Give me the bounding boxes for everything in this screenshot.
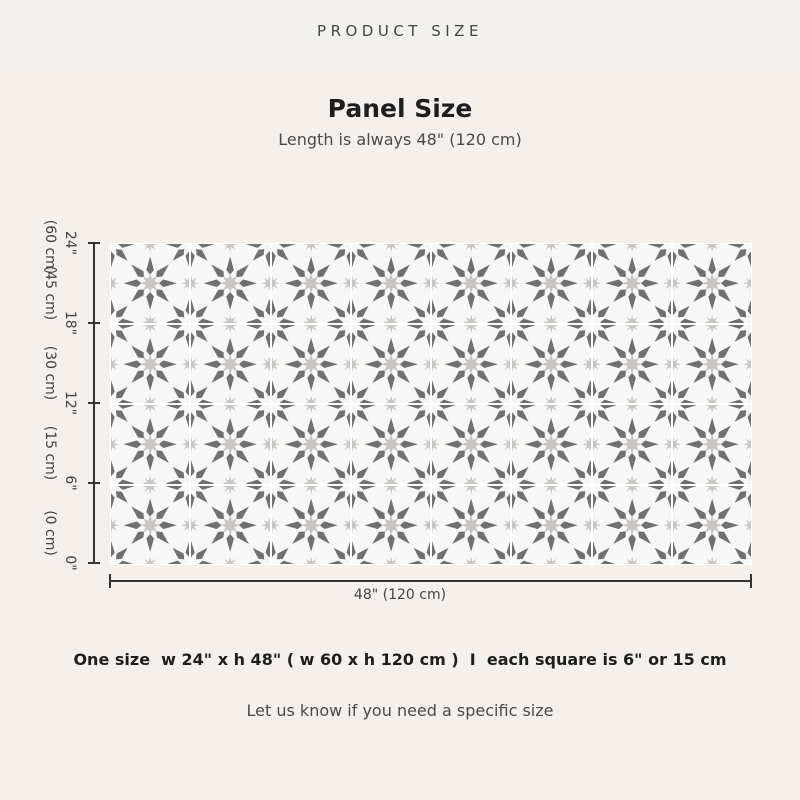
- star-tile-icon: [352, 405, 430, 484]
- star-tile-icon: [272, 325, 350, 404]
- star-tile-icon: [673, 486, 751, 565]
- star-tile-icon: [593, 244, 671, 323]
- star-tile-icon: [512, 325, 590, 404]
- header-title: PRODUCT SIZE: [317, 22, 483, 40]
- size-info: One size w 24" x h 48" ( w 60 x h 120 cm ) I each square is 6" or 15 cm: [73, 650, 727, 669]
- star-tile-icon: [272, 405, 350, 484]
- vertical-axis-tick: [88, 242, 100, 244]
- star-tile-icon: [432, 405, 510, 484]
- star-tile-icon: [512, 486, 590, 565]
- vertical-axis-cm-label: (0 cm): [42, 510, 58, 556]
- vertical-axis-cm-label: (45 cm): [42, 265, 58, 321]
- star-tile-icon: [432, 486, 510, 565]
- vertical-axis-tick: [88, 562, 100, 564]
- vertical-axis-inch-label: 6": [62, 475, 78, 491]
- horizontal-axis-line: [110, 580, 752, 582]
- star-tile-icon: [432, 325, 510, 404]
- star-tile-icon: [352, 486, 430, 565]
- vertical-axis-inch-label: 12": [62, 390, 78, 416]
- star-tile-icon: [593, 325, 671, 404]
- star-tile-icon: [272, 486, 350, 565]
- vertical-axis-cm-label: (15 cm): [42, 425, 58, 481]
- star-tile-icon: [673, 244, 751, 323]
- panel-subtitle: Length is always 48" (120 cm): [278, 130, 522, 149]
- vertical-axis-tick: [88, 402, 100, 404]
- star-tile-icon: [593, 405, 671, 484]
- tile-grid: [110, 243, 752, 565]
- vertical-axis-cm-label: (30 cm): [42, 345, 58, 401]
- star-tile-icon: [191, 486, 269, 565]
- custom-size-note: Let us know if you need a specific size: [246, 701, 554, 720]
- horizontal-axis-start-tick: [109, 574, 111, 588]
- star-tile-icon: [352, 325, 430, 404]
- vertical-axis-tick: [88, 482, 100, 484]
- star-tile-icon: [432, 244, 510, 323]
- star-tile-icon: [191, 325, 269, 404]
- horizontal-axis-label: 48" (120 cm): [353, 587, 447, 603]
- panel-title: Panel Size: [327, 94, 473, 123]
- vertical-axis-cm-label: (60 cm): [42, 219, 58, 275]
- vertical-axis-inch-label: 24": [62, 230, 78, 256]
- star-tile-icon: [352, 244, 430, 323]
- star-tile-icon: [512, 244, 590, 323]
- star-tile-icon: [512, 405, 590, 484]
- star-tile-icon: [111, 244, 189, 323]
- star-tile-icon: [191, 244, 269, 323]
- star-tile-icon: [272, 244, 350, 323]
- star-tile-icon: [191, 405, 269, 484]
- vertical-axis-inch-label: 0": [62, 555, 78, 571]
- star-tile-icon: [111, 405, 189, 484]
- star-tile-icon: [111, 325, 189, 404]
- vertical-axis-tick: [88, 322, 100, 324]
- vertical-axis-inch-label: 18": [62, 310, 78, 336]
- star-tile-icon: [111, 486, 189, 565]
- star-tile-icon: [673, 325, 751, 404]
- horizontal-axis-end-tick: [750, 574, 752, 588]
- star-tile-icon: [673, 405, 751, 484]
- star-tile-icon: [593, 486, 671, 565]
